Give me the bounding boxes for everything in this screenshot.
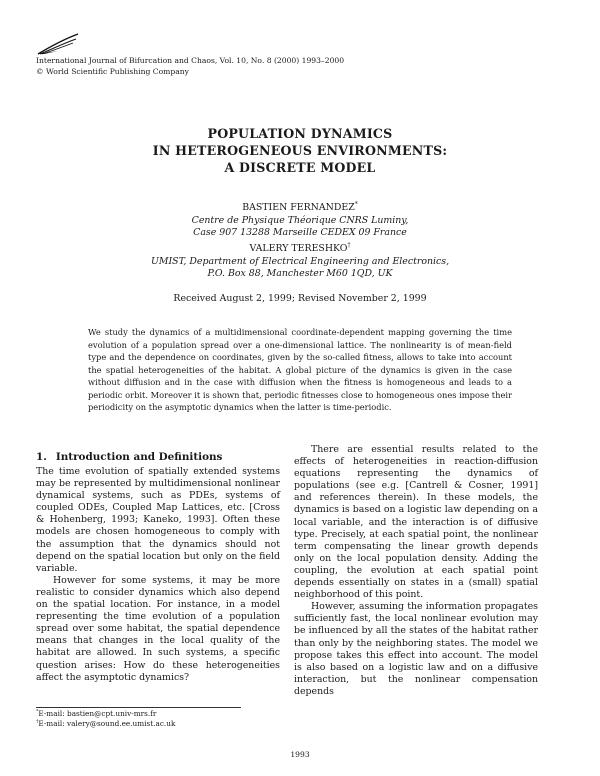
- paper-title-line-1: POPULATION DYNAMICS: [207, 126, 393, 141]
- footnote-1: [36, 709, 156, 719]
- received-dates: Received August 2, 1999; Revised November 2, 1999: [173, 293, 427, 304]
- author-2-name: VALERY TERESHKO: [249, 243, 348, 254]
- right-column: [294, 444, 538, 698]
- left-paragraph-1: The time evolution of spatially extended systems may be represented by multidimensional nonlinear dynamical systems, such as PDEs, systems of coupled ODEs, Coupled Map Lattices, etc. [Cross & Hohenberg, 1993; Kaneko, 1993]. Often these models are chosen homogeneous to comply with the assumption that the dynamics should not depend on the spatial location but only on the field variable.: [36, 466, 280, 574]
- author-2-affiliation-line-1: UMIST, Department of Electrical Engineering and Electronics,: [150, 256, 450, 267]
- right-paragraph-2: However, assuming the information propagates sufficiently fast, the local nonlinear evolution may be influenced by all the states of the habitat rather than only by the neighboring states. The model we propose takes this effect into account. The model is also based on a logistic law and on a diffusive interaction, but the nonlinear compensation depends: [294, 601, 538, 697]
- section-heading: [36, 451, 222, 463]
- footnote-2-text: E-mail: valery@sound.ee.umist.ac.uk: [38, 719, 176, 728]
- publisher-name: World Scientific Publishing Company: [46, 67, 189, 76]
- paper-title-line-2: IN HETEROGENEOUS ENVIRONMENTS:: [152, 143, 448, 158]
- footnote-1-mark: *: [36, 709, 39, 715]
- left-paragraph-2: However for some systems, it may be more realistic to consider dynamics which also depend on the spatial location. For instance, in a model representing the time evolution of a population spread over some habitat, the spatial dependence means that changes in the local quality of the habitat are allowed. In such systems, a specific question arises: How do these heterogeneities affect the asymptotic dynamics?: [36, 574, 280, 683]
- author-1-footnote-mark: *: [354, 200, 358, 208]
- author-1-name: BASTIEN FERNANDEZ: [242, 202, 355, 213]
- author-1-affiliation-line-2: Case 907 13288 Marseille CEDEX 09 France: [193, 227, 407, 238]
- paper-title-line-3: A DISCRETE MODEL: [224, 160, 376, 175]
- author-2: [0, 243, 600, 255]
- footnote-2: [36, 719, 175, 729]
- author-2-footnote-mark: †: [347, 241, 351, 249]
- footnote-rule: [36, 707, 241, 708]
- page-number: 1993: [290, 750, 310, 759]
- copyright-line: [36, 67, 189, 77]
- author-2-affiliation-line-2: P.O. Box 88, Manchester M60 1QD, UK: [207, 268, 393, 279]
- right-paragraph-1: There are essential results related to the effects of heterogeneities in reaction-diffusion equations representing the dynamics of populations (see e.g. [Cantrell & Cosner, 1991] and references therein). In these models, the dynamics is based on a logistic law depending on a local variable, and the interaction is of diffusive type. Precisely, at each spatial point, the nonlinear term compensating the linear growth depends only on the local population density. Adding the coupling, the evolution at each spatial point depends essentially on states in a (small) spatial neighborhood of this point.: [294, 444, 538, 601]
- journal-citation: International Journal of Bifurcation and Chaos, Vol. 10, No. 8 (2000) 1993–2000: [36, 56, 345, 65]
- left-column: [36, 466, 280, 684]
- copyright-symbol: ©: [36, 67, 44, 76]
- footnote-1-text: E-mail: bastien@cpt.univ-mrs.fr: [38, 709, 157, 718]
- footnote-2-mark: †: [36, 719, 39, 725]
- author-1: [0, 202, 600, 214]
- author-1-affiliation-line-1: Centre de Physique Théorique CNRS Luminy,: [191, 215, 409, 226]
- world-scientific-logo-icon: [36, 30, 80, 56]
- section-number: 1.: [36, 451, 47, 463]
- abstract: We study the dynamics of a multidimensional coordinate-dependent mapping governing the time evolution of a population spread over a one-dimensional lattice. The nonlinearity is of mean-field type and the dependence on coordinates, given by the so-called fitness, allows to take into account the spatial heterogeneities of the habitat. A global picture of the dynamics is given in the case without diffusion and in the case with diffusion when the fitness is homogeneous and leads to a periodic orbit. Moreover it is shown that, periodic fitnesses close to homogeneous ones impose their periodicity on the asymptotic dynamics when the latter is time-periodic.: [88, 327, 512, 412]
- section-title: Introduction and Definitions: [55, 451, 223, 463]
